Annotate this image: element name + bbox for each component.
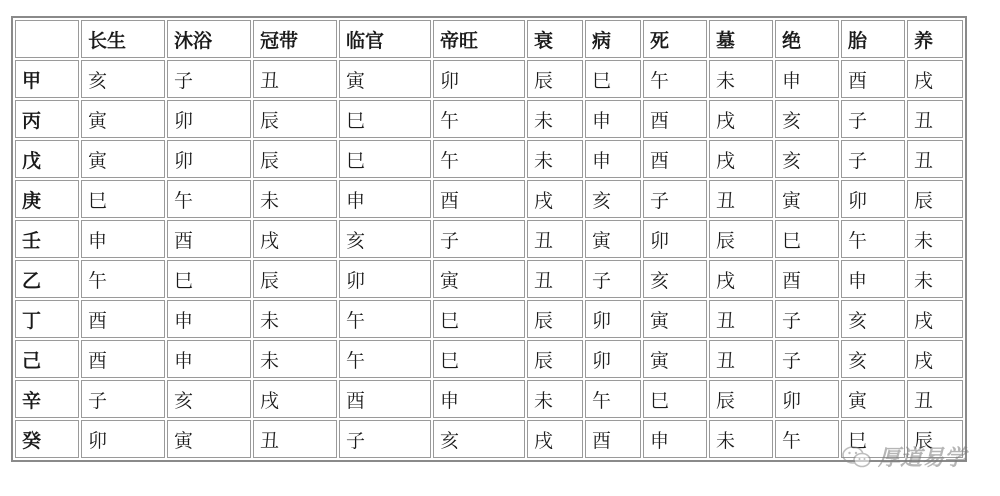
table-cell: 巳 [585,60,641,98]
table-cell: 戌 [907,300,963,338]
table-cell: 酉 [643,140,707,178]
table-cell: 戌 [907,60,963,98]
table-cell: 辰 [253,100,337,138]
table-cell: 丑 [253,420,337,458]
row-header-stem: 戊 [15,140,79,178]
table-cell: 酉 [167,220,251,258]
table-cell: 申 [433,380,525,418]
row-header-stem: 壬 [15,220,79,258]
table-cell: 丑 [709,340,773,378]
column-header: 冠带 [253,20,337,58]
table-row [15,380,963,418]
table-cell: 辰 [907,180,963,218]
table-cell: 酉 [775,260,839,298]
table-cell: 巳 [841,420,905,458]
table-cell: 未 [527,380,583,418]
table-cell: 辰 [907,420,963,458]
table-cell: 申 [585,140,641,178]
watermark-text: 厚道易学 [877,446,966,471]
table-cell: 酉 [841,60,905,98]
table-cell: 巳 [643,380,707,418]
table-cell: 未 [907,220,963,258]
table-cell: 未 [253,180,337,218]
table-cell: 辰 [253,140,337,178]
column-header: 墓 [709,20,773,58]
table-cell: 未 [253,340,337,378]
table-cell: 辰 [527,340,583,378]
table-cell: 卯 [167,140,251,178]
table-cell: 亥 [775,100,839,138]
table-row [15,60,963,98]
table-cell: 申 [339,180,431,218]
row-header-stem: 丁 [15,300,79,338]
table-cell: 寅 [585,220,641,258]
table-cell: 午 [775,420,839,458]
column-header: 沐浴 [167,20,251,58]
table-cell: 辰 [709,380,773,418]
table-cell: 寅 [167,420,251,458]
column-header: 胎 [841,20,905,58]
table-cell: 未 [527,100,583,138]
table-cell: 申 [167,300,251,338]
table-cell: 子 [841,100,905,138]
table-row [15,260,963,298]
table-row [15,100,963,138]
column-header: 死 [643,20,707,58]
table-cell: 戌 [907,340,963,378]
table-cell: 卯 [585,340,641,378]
row-header-stem: 乙 [15,260,79,298]
table-cell: 子 [339,420,431,458]
row-header-stem: 辛 [15,380,79,418]
table-cell: 子 [585,260,641,298]
table-cell: 寅 [339,60,431,98]
watermark [842,441,966,472]
table-cell: 午 [433,140,525,178]
table-row [15,220,963,258]
table-cell: 戌 [253,220,337,258]
table-cell: 卯 [643,220,707,258]
table-cell: 丑 [907,140,963,178]
table-cell: 未 [527,140,583,178]
table-row [15,180,963,218]
table-cell: 丑 [527,220,583,258]
column-header: 长生 [81,20,165,58]
wechat-icon [842,445,872,469]
table-cell: 卯 [585,300,641,338]
table-cell: 午 [339,300,431,338]
table-cell: 辰 [527,300,583,338]
table-cell: 卯 [433,60,525,98]
table-cell: 戌 [253,380,337,418]
table-cell: 巳 [81,180,165,218]
table-cell: 丑 [709,300,773,338]
table-cell: 申 [167,340,251,378]
table-cell: 寅 [643,300,707,338]
table-cell: 寅 [643,340,707,378]
column-header: 衰 [527,20,583,58]
table-cell: 亥 [643,260,707,298]
table-cell: 亥 [339,220,431,258]
table-cell: 未 [253,300,337,338]
column-header: 绝 [775,20,839,58]
table-cell: 申 [775,60,839,98]
table-cell: 戌 [527,420,583,458]
row-header-stem: 己 [15,340,79,378]
table-cell: 申 [841,260,905,298]
table-cell: 午 [841,220,905,258]
table-cell: 卯 [841,180,905,218]
table-cell: 午 [433,100,525,138]
table-cell: 戌 [527,180,583,218]
table-cell: 辰 [709,220,773,258]
table-cell: 午 [339,340,431,378]
column-header: 临官 [339,20,431,58]
table-row [15,340,963,378]
table-cell: 申 [643,420,707,458]
table-cell: 亥 [433,420,525,458]
table-cell: 卯 [81,420,165,458]
corner-cell [15,20,79,58]
column-header: 病 [585,20,641,58]
table-row [15,300,963,338]
table-cell: 酉 [585,420,641,458]
table-cell: 寅 [433,260,525,298]
table-cell: 丑 [709,180,773,218]
table-cell: 亥 [167,380,251,418]
table-cell: 巳 [775,220,839,258]
table-cell: 寅 [841,380,905,418]
table-cell: 未 [907,260,963,298]
table-cell: 丑 [527,260,583,298]
table-cell: 未 [709,60,773,98]
table-cell: 子 [81,380,165,418]
table-cell: 子 [167,60,251,98]
row-header-stem: 甲 [15,60,79,98]
table-cell: 巳 [167,260,251,298]
row-header-stem: 癸 [15,420,79,458]
table-cell: 巳 [339,140,431,178]
table-container [11,16,965,462]
table-cell: 巳 [433,340,525,378]
table-cell: 辰 [253,260,337,298]
table-cell: 申 [585,100,641,138]
table-cell: 丑 [907,100,963,138]
table-cell: 酉 [81,340,165,378]
table-cell: 寅 [81,100,165,138]
table-row [15,420,963,458]
table-cell: 亥 [81,60,165,98]
table-cell: 午 [643,60,707,98]
table-cell: 巳 [339,100,431,138]
table-cell: 酉 [643,100,707,138]
table-cell: 午 [585,380,641,418]
table-cell: 子 [775,340,839,378]
table-cell: 未 [709,420,773,458]
table-cell: 卯 [339,260,431,298]
table-cell: 酉 [81,300,165,338]
table-cell: 寅 [81,140,165,178]
table-cell: 子 [841,140,905,178]
table-cell: 子 [775,300,839,338]
changsheng-table [11,16,967,462]
table-cell: 亥 [841,340,905,378]
table-cell: 申 [81,220,165,258]
table-cell: 亥 [841,300,905,338]
table-cell: 酉 [339,380,431,418]
row-header-stem: 庚 [15,180,79,218]
table-cell: 子 [433,220,525,258]
table-row [15,140,963,178]
table-cell: 辰 [527,60,583,98]
column-header: 帝旺 [433,20,525,58]
table-cell: 戌 [709,100,773,138]
table-cell: 午 [167,180,251,218]
table-cell: 子 [643,180,707,218]
table-cell: 午 [81,260,165,298]
table-cell: 亥 [775,140,839,178]
table-cell: 丑 [253,60,337,98]
table-cell: 卯 [167,100,251,138]
table-cell: 寅 [775,180,839,218]
row-header-stem: 丙 [15,100,79,138]
table-cell: 卯 [775,380,839,418]
table-cell: 丑 [907,380,963,418]
table-cell: 亥 [585,180,641,218]
column-header: 养 [907,20,963,58]
table-cell: 戌 [709,140,773,178]
table-cell: 戌 [709,260,773,298]
table-cell: 巳 [433,300,525,338]
table-cell: 酉 [433,180,525,218]
header-row [15,20,963,58]
